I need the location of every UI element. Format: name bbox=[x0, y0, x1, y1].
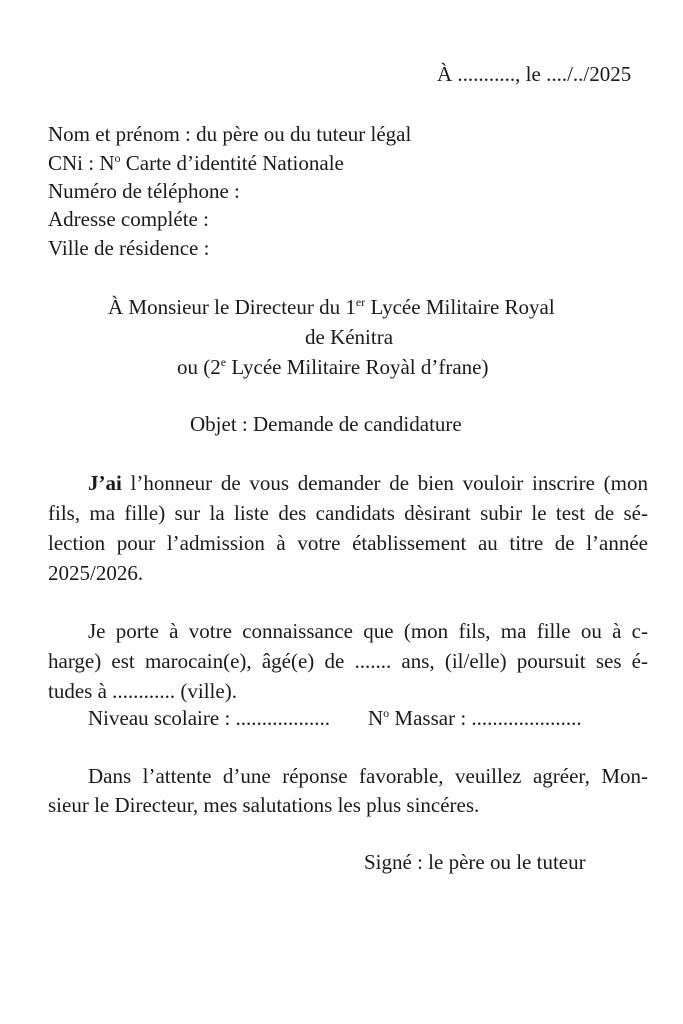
sender-phone-line: Numéro de téléphone : bbox=[48, 179, 240, 203]
sender-address-line: Adresse compléte : bbox=[48, 207, 209, 231]
massar-field bbox=[368, 708, 582, 729]
massar-rest: Massar : ..................... bbox=[389, 706, 582, 730]
recipient-line-1-prefix: À Monsieur le Directeur du 1 bbox=[108, 295, 356, 319]
paragraph-1-line-4: 2025/2026. bbox=[48, 561, 144, 585]
sender-city-line: Ville de résidence : bbox=[48, 236, 210, 260]
paragraph-2-line-2: harge) est marocain(e), âgé(e) de ....... ans, (il/elle) poursuit ses é- bbox=[48, 649, 648, 673]
cni-sup: o bbox=[114, 151, 121, 165]
place-date: À ..........., le ..../../2025 bbox=[437, 62, 632, 86]
recipient-line-3-rest: Lycée Militaire Royàl d’frane) bbox=[226, 355, 489, 379]
paragraph-3-line-1: Dans l’attente d’une réponse favorable, veuillez agréer, Mon- bbox=[88, 764, 648, 788]
recipient-line-3-prefix: ou (2 bbox=[177, 355, 221, 379]
paragraph-1-line-3: lection pour l’admission à votre établissement au titre de l’année bbox=[48, 531, 648, 555]
recipient-line-1-sup: er bbox=[355, 295, 366, 309]
sender-name-line: Nom et prénom : du père ou du tuteur légal bbox=[48, 122, 412, 146]
subject-line: Objet : Demande de candidature bbox=[190, 412, 462, 436]
recipient-line-1 bbox=[108, 297, 555, 318]
sender-cni-line bbox=[48, 153, 344, 174]
paragraph-1-line-1-rest: l’honneur de vous demander de bien vouloir inscrire (mon bbox=[121, 471, 648, 495]
cni-prefix: CNi : N bbox=[48, 151, 115, 175]
paragraph-1-line-2: fils, ma fille) sur la liste des candidats dèsirant subir le test de sé- bbox=[48, 501, 648, 525]
paragraph-3-line-2: sieur le Directeur, mes salutations les plus sincéres. bbox=[48, 793, 480, 817]
massar-sup: o bbox=[383, 706, 390, 720]
paragraph-2-line-1: Je porte à votre connaissance que (mon fils, ma fille ou à c- bbox=[88, 619, 648, 643]
recipient-line-1-rest: Lycée Militaire Royal bbox=[365, 295, 555, 319]
paragraph-1-line-1 bbox=[88, 473, 648, 494]
recipient-line-3-sup: e bbox=[220, 355, 227, 369]
signature-line: Signé : le père ou le tuteur bbox=[364, 850, 586, 874]
school-level-field: Niveau scolaire : .................. bbox=[88, 706, 331, 730]
massar-prefix: N bbox=[368, 706, 384, 730]
paragraph-1-bold: J’ai bbox=[88, 471, 122, 495]
recipient-line-3 bbox=[177, 357, 488, 378]
paragraph-2-line-3: tudes à ............ (ville). bbox=[48, 679, 237, 703]
cni-rest: Carte d’identité Nationale bbox=[120, 151, 344, 175]
recipient-line-2: de Kénitra bbox=[305, 325, 394, 349]
